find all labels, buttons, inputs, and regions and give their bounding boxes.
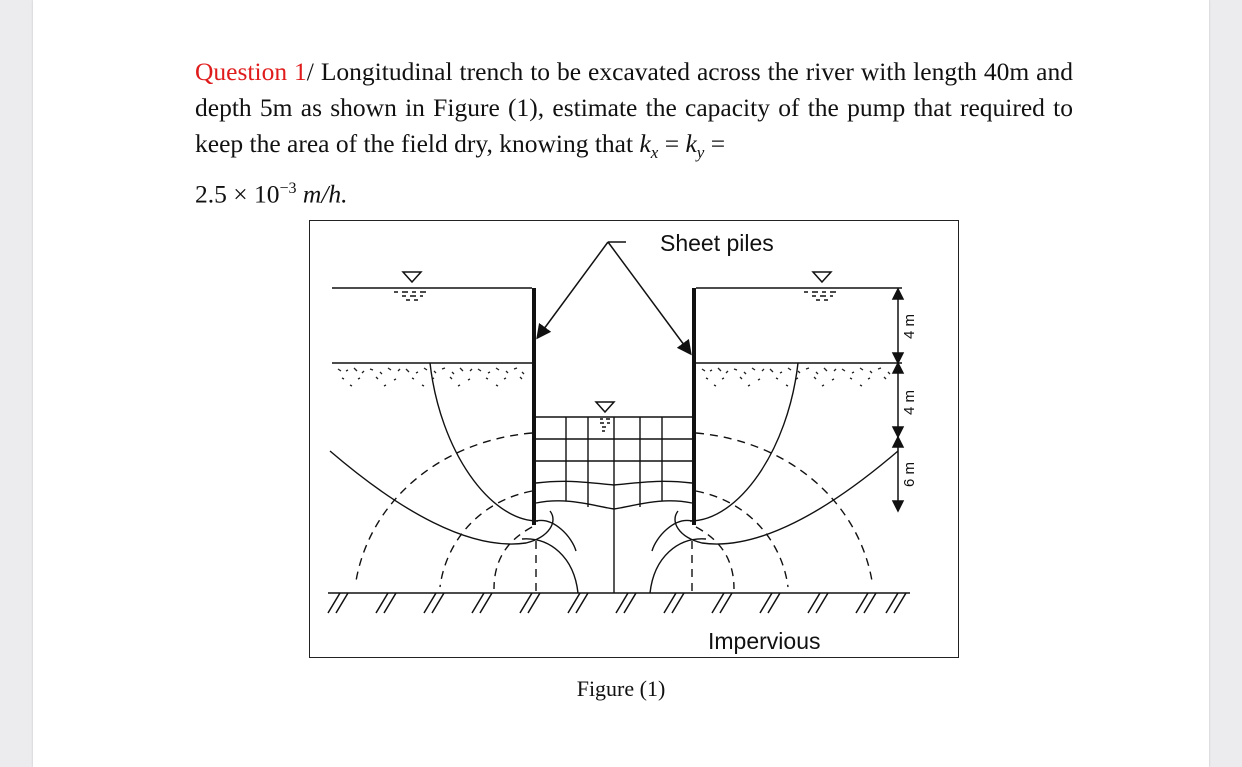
permeability-value: 2.5 × 10 [195, 179, 280, 209]
figure-caption: Figure (1) [576, 676, 666, 701]
left-water-surface [332, 272, 532, 300]
permeability-units: m/h. [296, 179, 348, 209]
question-label: Question 1 [195, 57, 307, 86]
equals-sign-1: = [658, 129, 686, 158]
right-ground-surface [696, 363, 902, 386]
dimension-label-middle: 4 m [901, 389, 918, 415]
sheet-piles-leader [538, 242, 690, 353]
dimension-label-bottom: 6 m [901, 461, 918, 487]
sheet-piles-label: Sheet piles [660, 230, 774, 256]
kx-symbol: $k_x$ [639, 129, 659, 163]
impervious-base [328, 593, 910, 613]
flow-net-figure [309, 220, 959, 658]
question-paragraph [195, 54, 1073, 213]
document-page [33, 0, 1209, 767]
right-water-surface [696, 272, 902, 300]
dimension-label-top: 4 m [901, 313, 918, 339]
trench-flow-net [536, 417, 692, 593]
permeability-exponent: −3 [279, 180, 297, 198]
equals-sign-2: = [704, 129, 726, 158]
question-text: / Longitudinal trench to be excavated across the river with length 40m and depth 5m as shown in Figure (1), estimate the capacity of the pump that required to keep the area of the field dry, knowing that [195, 57, 1073, 158]
impervious-label: Impervious [708, 628, 821, 654]
ky-symbol: $k_y$ [685, 129, 705, 163]
flow-net-diagram [310, 221, 960, 659]
